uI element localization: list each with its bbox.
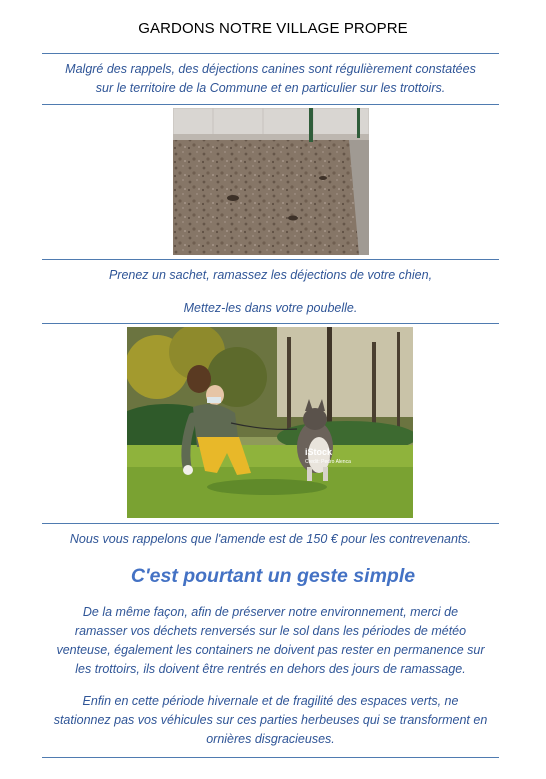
paragraph-1-line-1: De la même façon, afin de préserver notre environnement, merci de (82, 605, 459, 619)
slogan-heading: C'est pourtant un geste simple (130, 565, 416, 587)
paragraph-1-line-4: les trottoirs, ils doivent être rentrés en dehors des jours de ramassage. (75, 662, 466, 676)
paragraph-1-line-2: ramasser vos déchets renversés sur le sol dans les périodes de météo (74, 624, 467, 638)
instruction-line-2: Mettez-les dans votre poubelle. (183, 301, 358, 315)
istock-watermark: iStock (305, 447, 333, 457)
paragraph-environment (42, 603, 499, 679)
intro-text (42, 60, 499, 98)
paragraph-2-line-1: Enfin en cette période hivernale et de fragilité des espaces verts, ne (82, 694, 459, 708)
dog-walker-photo (127, 327, 413, 518)
intro-line-2: sur le territoire de la Commune et en particulier sur les trottoirs. (95, 81, 446, 95)
paragraph-1-line-3: venteuse, également les containers ne doivent pas rester en permanence sur (56, 643, 485, 657)
divider (42, 323, 499, 324)
photo-credit: Credit: Pedro Alenca (305, 459, 351, 465)
divider (42, 104, 499, 105)
sidewalk-photo (173, 108, 369, 255)
intro-line-1: Malgré des rappels, des déjections canines sont régulièrement constatées (65, 62, 476, 76)
paragraph-2-line-3: ornières disgracieuses. (206, 732, 335, 746)
divider (42, 757, 499, 758)
divider (42, 523, 499, 524)
paragraph-2-line-2: stationnez pas vos véhicules sur ces parties herbeuses qui se transforment en (53, 713, 488, 727)
page-title: GARDONS NOTRE VILLAGE PROPRE (138, 20, 408, 37)
fine-notice: Nous vous rappelons que l'amende est de 150 € pour les contrevenants. (69, 532, 472, 546)
instruction-line-1: Prenez un sachet, ramassez les déjections de votre chien, (108, 268, 433, 282)
divider (42, 259, 499, 260)
divider (42, 53, 499, 54)
paragraph-parking (42, 692, 499, 749)
